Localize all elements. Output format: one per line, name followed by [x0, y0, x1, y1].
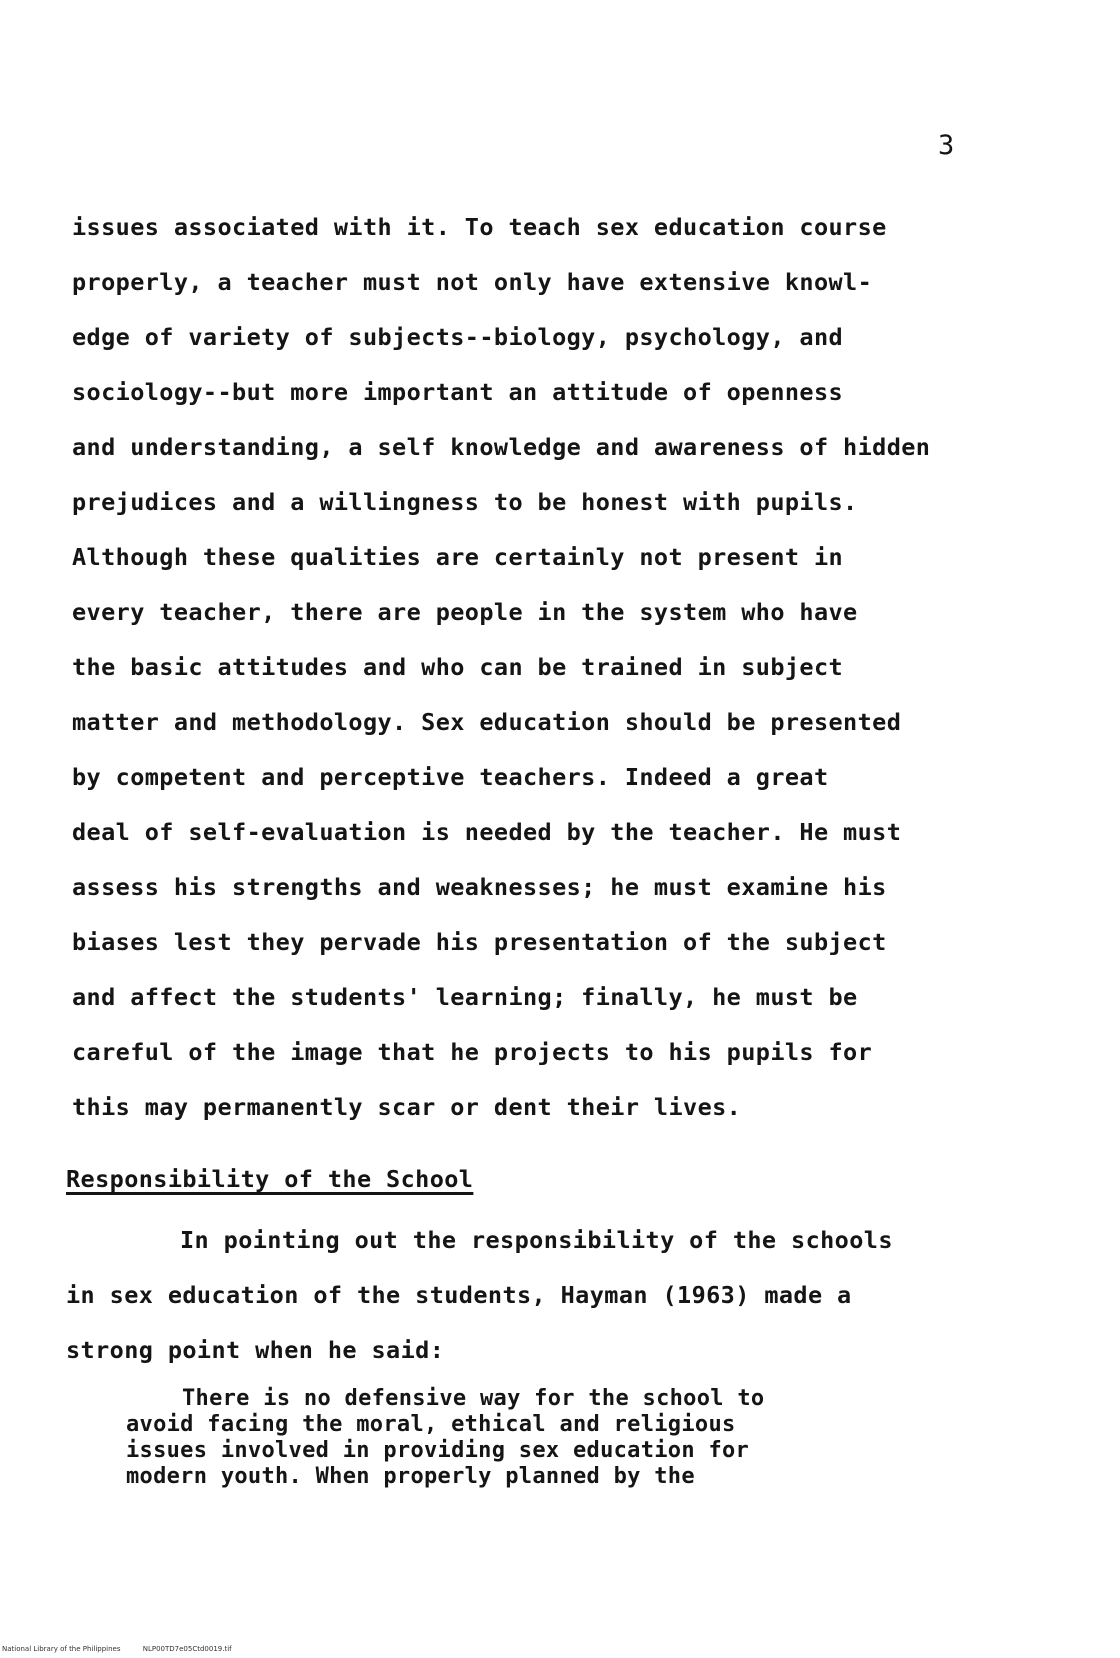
text-line: deal of self-evaluation is needed by the teacher. He must: [72, 818, 902, 846]
text-line: and understanding, a self knowledge and awareness of hidden: [72, 433, 931, 461]
text-line: in sex education of the students, Hayman (1963) made a: [66, 1281, 852, 1309]
quote-line: modern youth. When properly planned by the: [126, 1464, 695, 1489]
quote-line: issues involved in providing sex education for: [126, 1438, 750, 1463]
text-line: strong point when he said:: [66, 1336, 445, 1364]
paragraph-2: [66, 1213, 1056, 1378]
text-line: matter and methodology. Sex education should be presented: [72, 708, 902, 736]
text-line: prejudices and a willingness to be honest with pupils.: [72, 488, 858, 516]
text-line: assess his strengths and weaknesses; he must examine his: [72, 873, 887, 901]
block-quote: [126, 1386, 1006, 1490]
text-line: biases lest they pervade his presentation of the subject: [72, 928, 887, 956]
quote-line: avoid facing the moral, ethical and religious: [126, 1412, 736, 1437]
scan-footer: [2, 1645, 232, 1653]
text-line: and affect the students' learning; finally, he must be: [72, 983, 858, 1011]
text-line: issues associated with it. To teach sex education course: [72, 213, 887, 241]
section-heading: Responsibility of the School: [66, 1165, 474, 1193]
text-line: sociology--but more important an attitude of openness: [72, 378, 844, 406]
text-line: properly, a teacher must not only have extensive knowl-: [72, 268, 873, 296]
text-line: edge of variety of subjects--biology, psychology, and: [72, 323, 844, 351]
text-line: every teacher, there are people in the system who have: [72, 598, 858, 626]
footer-file: NLP00TD7e05Ctd0019.tif: [142, 1645, 232, 1653]
text-line: the basic attitudes and who can be trained in subject: [72, 653, 844, 681]
text-line: Although these qualities are certainly not present in: [72, 543, 844, 571]
text-line: by competent and perceptive teachers. Indeed a great: [72, 763, 829, 791]
quote-line: There is no defensive way for the school to: [182, 1386, 765, 1411]
paragraph-1: [72, 200, 1062, 1135]
text-line: In pointing out the responsibility of the schools: [180, 1226, 893, 1254]
text-line: careful of the image that he projects to his pupils for: [72, 1038, 873, 1066]
footer-library: National Library of the Philippines: [2, 1645, 121, 1653]
page-number: 3: [938, 130, 955, 161]
text-line: this may permanently scar or dent their lives.: [72, 1093, 742, 1121]
